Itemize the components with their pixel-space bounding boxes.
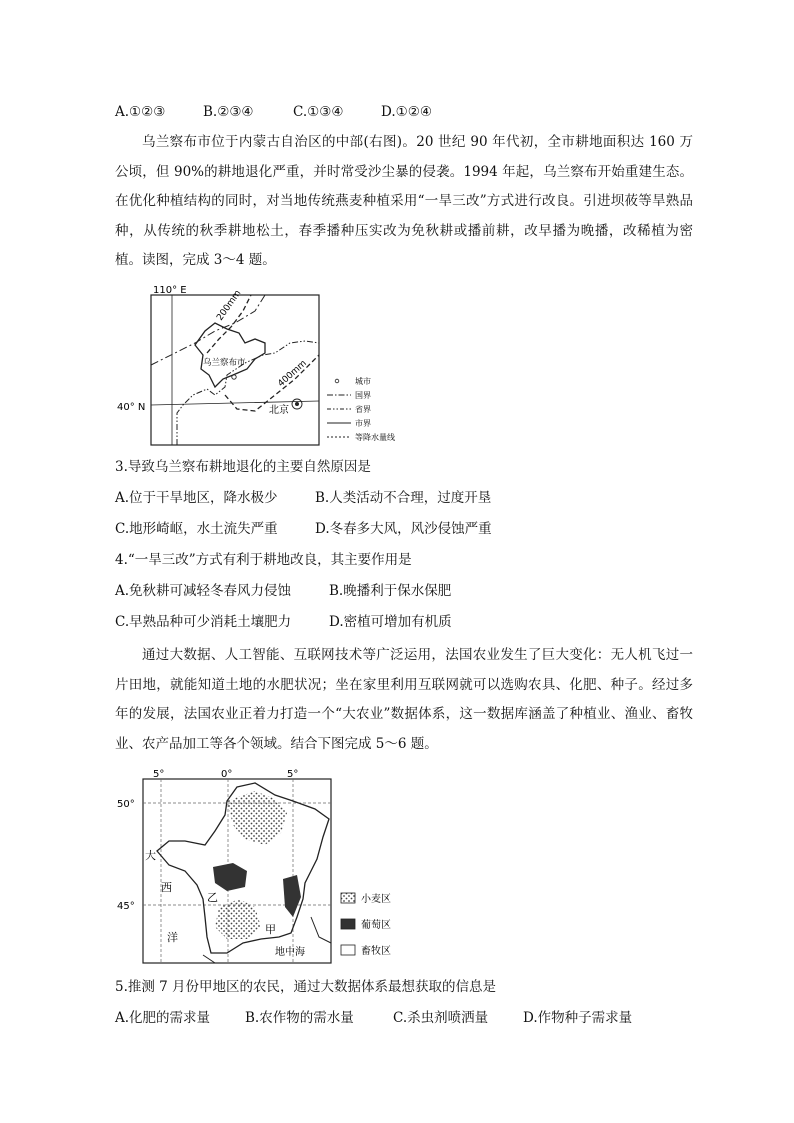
- atlantic-char-3: 洋: [167, 931, 178, 944]
- legend-city: 城市: [355, 377, 371, 386]
- lon-5e: 5°: [287, 769, 299, 780]
- lat-45: 45°: [117, 901, 135, 912]
- legend-grape: 葡萄区: [361, 920, 391, 931]
- isohyet-200-label: 200mm: [215, 288, 244, 323]
- q3-option-b: B.人类活动不合理，过度开垦: [315, 490, 492, 506]
- legend-city-border: 市界: [355, 419, 371, 428]
- passage-1-text: 乌兰察布市位于内蒙古自治区的中部(右图)。20 世纪 90 年代初，全市耕地面积达 160 万公顷，但 90%的耕地退化严重，并时常受沙尘暴的侵袭。1994 年起，乌兰察布开始重建生态。在优化种植结构的同时，对当地传统燕麦种植采用“一旱三改”方式进行改良。引进坝莜等旱熟品种，从传统的秋季耕地松土，春季播种压实改为免秋耕或播前耕，改早播为晚播，改稀植为密植。读图，完成 3～4 题。: [115, 134, 693, 268]
- label-jia: 甲: [265, 923, 276, 936]
- beijing-dot: [295, 402, 299, 406]
- q5-options: [115, 1008, 632, 1028]
- legend-pasture: 畜牧区: [361, 946, 391, 957]
- q4-option-a: A.免秋耕可减轻冬春风力侵蚀: [115, 583, 292, 599]
- q3-options-row2: [115, 519, 492, 539]
- q5-option-b: B.农作物的需水量: [245, 1010, 354, 1026]
- grape-area-east: [283, 875, 301, 917]
- q4-option-c: C.早熟品种可少消耗土壤肥力: [115, 614, 292, 630]
- city-label: 乌兰察布市: [203, 358, 246, 368]
- label-yi: 乙: [207, 891, 218, 904]
- map2-legend: [341, 892, 391, 957]
- q2-option-b: B.②③④: [203, 104, 254, 120]
- wheat-area-north: [227, 791, 287, 845]
- label-mediterranean: 地中海: [275, 947, 305, 958]
- q5-stem: 5.推测 7 月份甲地区的农民，通过大数据体系最想获取的信息是: [115, 979, 497, 995]
- q2-options: [115, 102, 432, 122]
- q4-stem: 4.“一旱三改”方式有利于耕地改良，其主要作用是: [115, 552, 412, 568]
- legend-wheat: 小麦区: [361, 894, 391, 905]
- q3-option-c: C.地形崎岖，水土流失严重: [115, 521, 278, 537]
- passage-2: [115, 641, 693, 759]
- lon-5w: 5°: [153, 769, 165, 780]
- ulanqab-map: [115, 283, 415, 448]
- q5-option-a: A.化肥的需求量: [115, 1010, 211, 1026]
- lat-50: 50°: [117, 799, 135, 810]
- city-marker: [232, 375, 236, 379]
- legend-national-border: 国界: [355, 391, 371, 400]
- grape-area-west: [213, 863, 247, 891]
- lon-label: 110° E: [153, 285, 187, 296]
- q3-stem: 3.导致乌兰察布耕地退化的主要自然原因是: [115, 459, 371, 475]
- map1-legend: [327, 376, 395, 442]
- q2-option-a: A.①②③: [115, 104, 166, 120]
- q3-options-row1: [115, 488, 491, 508]
- q4-options-row1: [115, 581, 451, 601]
- atlantic-char-1: 大: [145, 849, 156, 862]
- q4-option-b: B.晚播利于保水保肥: [329, 583, 452, 599]
- q3-option-a: A.位于干旱地区，降水极少: [115, 490, 278, 506]
- q2-option-c: C.①③④: [293, 104, 344, 120]
- legend-provincial-border: 省界: [355, 405, 371, 414]
- atlantic-char-2: 西: [161, 881, 172, 894]
- q5-option-d: D.作物种子需求量: [523, 1010, 633, 1026]
- lon-0: 0°: [221, 769, 233, 780]
- q4-option-d: D.密植可增加有机质: [329, 614, 452, 630]
- q4-options-row2: [115, 612, 452, 632]
- france-map: [115, 767, 415, 967]
- q2-option-d: D.①②④: [381, 104, 432, 120]
- lat-label: 40° N: [117, 402, 146, 413]
- beijing-label: 北京: [269, 405, 289, 416]
- passage-1: [115, 128, 693, 276]
- q3-option-d: D.冬春多大风，风沙侵蚀严重: [315, 521, 492, 537]
- passage-2-text: 通过大数据、人工智能、互联网技术等广泛运用，法国农业发生了巨大变化：无人机飞过一片田地，就能知道土地的水肥状况；坐在家里利用互联网就可以选购农具、化肥、种子。经过多年的发展，法国农业正着力打造一个“大农业”数据体系，这一数据库涵盖了种植业、渔业、畜牧业、农产品加工等各个领域。结合下图完成 5～6 题。: [115, 647, 693, 752]
- legend-isohyet: 等降水量线: [355, 433, 395, 442]
- isohyet-400-label: 400mm: [276, 358, 309, 390]
- q5-option-c: C.杀虫剂喷洒量: [393, 1010, 489, 1026]
